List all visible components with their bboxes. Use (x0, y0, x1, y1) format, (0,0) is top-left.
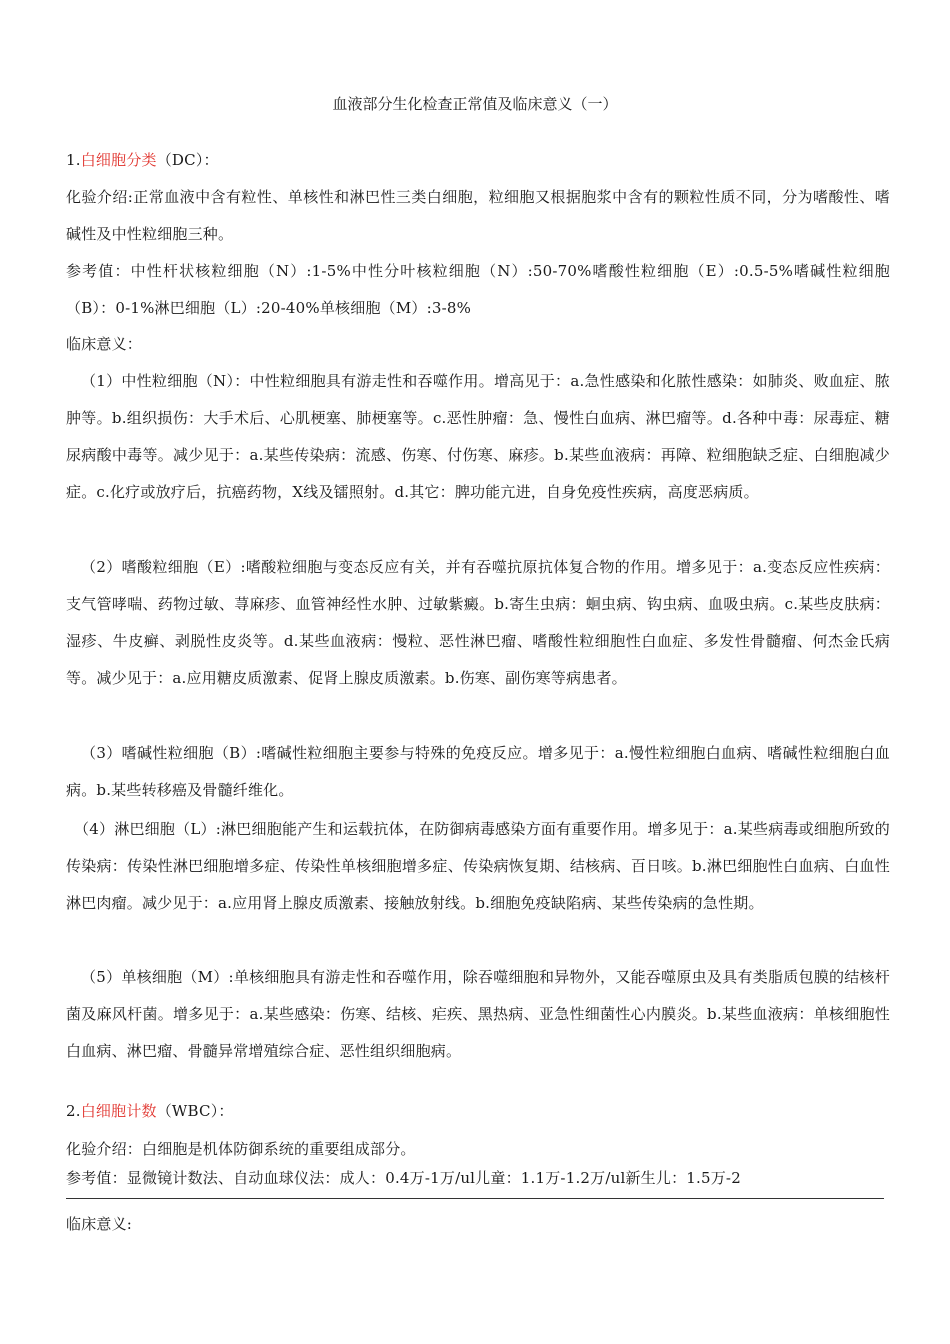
section2-reference: 参考值：显微镜计数法、自动血球仪法：成人：0.4万-1万/ul儿童：1.1万-1.2万/ul新生儿：1.5万-2 (66, 1169, 741, 1187)
section2-clinical-label: 临床意义: (66, 1215, 133, 1233)
section1-name: 白细胞分类 (80, 151, 157, 169)
section1-item-4: （4）淋巴细胞（L）:淋巴细胞能产生和运载抗体，在防御病毒感染方面有重要作用。增多见于：a.某些病毒或细胞所致的传染病：传染性淋巴细胞增多症、传染性单核细胞增多症、传染病恢复期、结核病、百日咳。b.淋巴细胞性白血病、白血性淋巴肉瘤。减少见于：a.应用肾上腺皮质激素、接触放射线。b.细胞免疫缺陷病、某些传染病的急性期。 (66, 820, 890, 912)
section1-number: 1. (66, 151, 81, 169)
section1-clinical-label: 临床意义： (66, 335, 143, 353)
section1-item-5: （5）单核细胞（M）:单核细胞具有游走性和吞噬作用，除吞噬细胞和异物外，又能吞噬原虫及具有类脂质包膜的结核杆菌及麻风杆菌。增多见于：a.某些感染：伤寒、结核、疟疾、黑热病、亚急性细菌性心内膜炎。b.某些血液病：单核细胞性白血病、淋巴瘤、骨髓异常增殖综合症、恶性组织细胞病。 (66, 968, 890, 1060)
section2-heading (66, 1093, 890, 1130)
section1-reference: 参考值：中性杆状核粒细胞（N）:1-5%中性分叶核粒细胞（N）:50-70%嗜酸性粒细胞（E）:0.5-5%嗜碱性粒细胞（B）：0-1%淋巴细胞（L）:20-40%单核细胞（M）:3-8% (66, 262, 890, 317)
section1-code: （DC）： (156, 151, 219, 169)
section2-number: 2. (66, 1102, 81, 1120)
section1-item-3: （3）嗜碱性粒细胞（B）:嗜碱性粒细胞主要参与特殊的免疫反应。增多见于：a.慢性粒细胞白血病、嗜碱性粒细胞白血病。b.某些转移癌及骨髓纤维化。 (66, 744, 890, 799)
section2-intro: 化验介绍：白细胞是机体防御系统的重要组成部分。 (66, 1140, 416, 1158)
divider-line (66, 1198, 884, 1199)
page-title: 血液部分生化检查正常值及临床意义（一） (332, 95, 618, 113)
section1-heading (66, 142, 890, 179)
section2-name: 白细胞计数 (80, 1102, 157, 1120)
section2-code: （WBC）： (156, 1102, 234, 1120)
section1-item-1: （1）中性粒细胞（N）：中性粒细胞具有游走性和吞噬作用。增高见于：a.急性感染和化脓性感染：如肺炎、败血症、脓肿等。b.组织损伤：大手术后、心肌梗塞、肺梗塞等。c.恶性肿瘤：急、慢性白血病、淋巴瘤等。d.各种中毒：尿毒症、糖尿病酸中毒等。减少见于：a.某些传染病：流感、伤寒、付伤寒、麻疹。b.某些血液病：再障、粒细胞缺乏症、白细胞减少症。c.化疗或放疗后，抗癌药物，X线及镭照射。d.其它：脾功能亢进，自身免疫性疾病，高度恶病质。 (66, 372, 890, 501)
section1-intro: 化验介绍:正常血液中含有粒性、单核性和淋巴性三类白细胞，粒细胞又根据胞浆中含有的颗粒性质不同，分为嗜酸性、嗜碱性及中性粒细胞三种。 (66, 188, 890, 243)
section1-item-2: （2）嗜酸粒细胞（E）:嗜酸粒细胞与变态反应有关，并有吞噬抗原抗体复合物的作用。增多见于：a.变态反应性疾病：支气管哮喘、药物过敏、荨麻疹、血管神经性水肿、过敏紫癜。b.寄生虫病：蛔虫病、钩虫病、血吸虫病。c.某些皮肤病：湿疹、牛皮癣、剥脱性皮炎等。d.某些血液病：慢粒、恶性淋巴瘤、嗜酸性粒细胞性白血症、多发性骨髓瘤、何杰金氏病等。减少见于：a.应用糖皮质激素、促肾上腺皮质激素。b.伤寒、副伤寒等病患者。 (66, 558, 890, 687)
